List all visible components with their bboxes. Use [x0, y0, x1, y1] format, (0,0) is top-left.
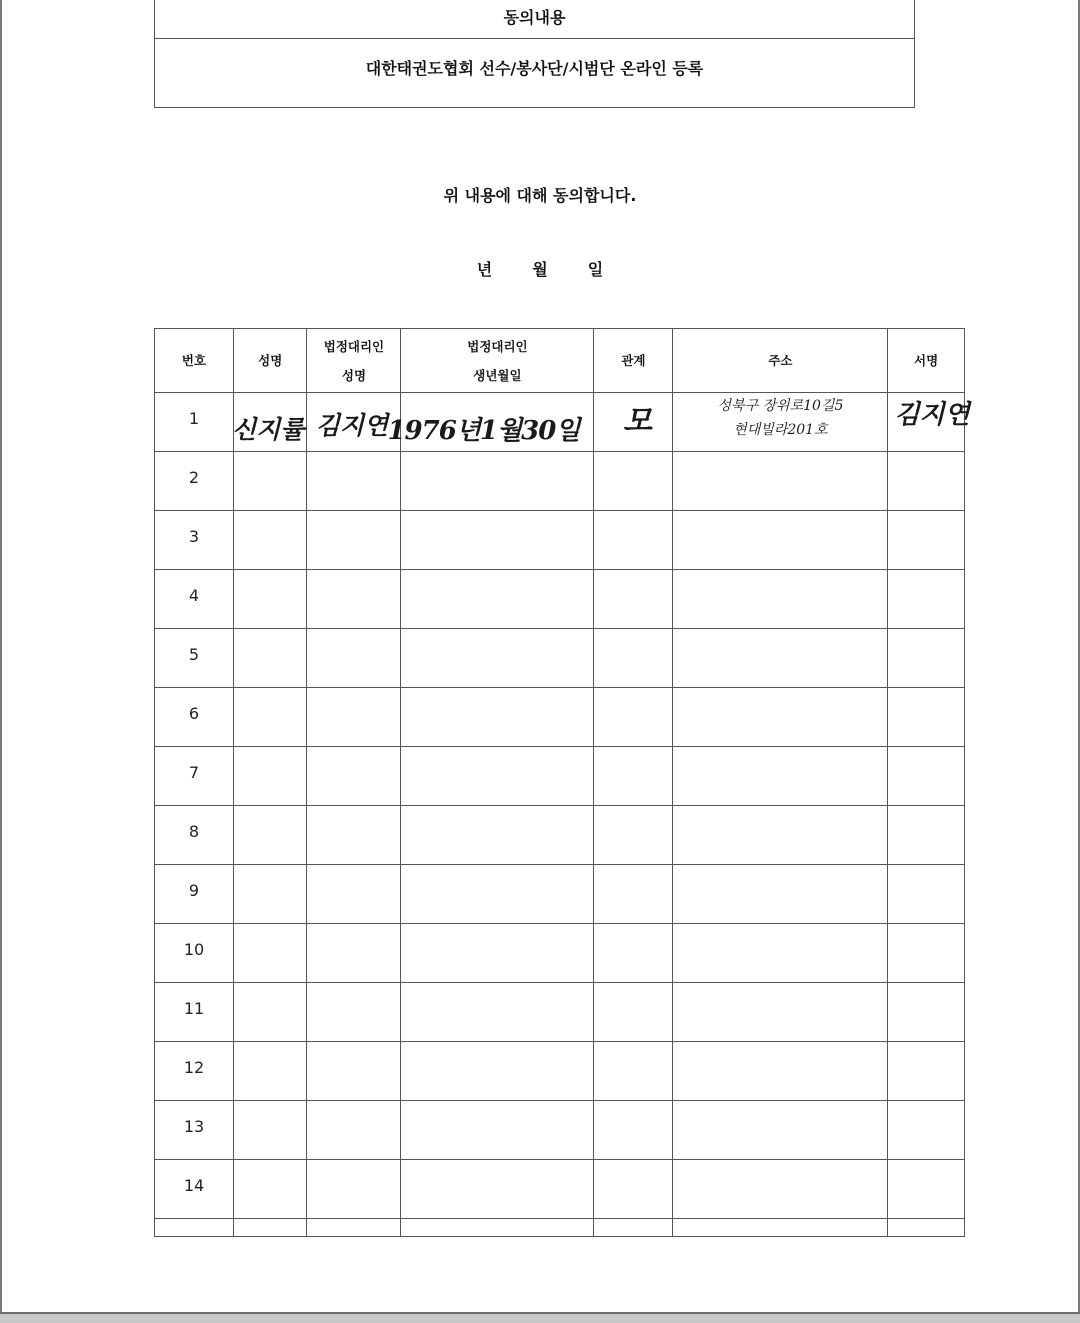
cell-rep-name: [307, 629, 401, 688]
cell-rep-birth: [401, 806, 594, 865]
cell-signature: [888, 393, 970, 452]
cell-name: [234, 1042, 307, 1101]
cell-rep-birth: [401, 924, 594, 983]
cell-rep-birth: [401, 747, 594, 806]
row-number: 9: [155, 865, 234, 924]
date-line: [2, 257, 1078, 280]
row-number: 6: [155, 688, 234, 747]
cell-relation: [594, 747, 673, 806]
cell-address: [673, 865, 888, 924]
cell-rep-birth: [401, 1160, 594, 1219]
table-row: [155, 393, 965, 452]
cell-relation: [594, 983, 673, 1042]
cell-relation: [594, 924, 673, 983]
table-row: [155, 629, 965, 688]
row-number: 5: [155, 629, 234, 688]
header-no: 번호: [155, 329, 234, 393]
handwritten-address-line2: 현대빌라201호: [733, 422, 828, 438]
cell-address: [673, 393, 888, 452]
cell-signature: [888, 511, 964, 570]
row-number: 2: [155, 452, 234, 511]
row-number: 8: [155, 806, 234, 865]
handwritten-relation: 모: [622, 404, 652, 439]
cell-rep-name: [307, 983, 401, 1042]
cell-rep-birth: [401, 1101, 594, 1160]
date-year-label: 년: [476, 260, 493, 279]
cell-signature: [888, 1101, 964, 1160]
consent-box: [154, 0, 915, 108]
document-page: [2, 0, 1078, 1312]
viewer-bottom-strip: [0, 1312, 1080, 1323]
cell-name: [234, 983, 307, 1042]
cell-relation: [594, 865, 673, 924]
cell-rep-name: [307, 747, 401, 806]
handwritten-address-line1: 성북구 장위로10길5: [717, 398, 844, 414]
table-row: [155, 570, 965, 629]
row-number: 13: [155, 1101, 234, 1160]
cell-name: [234, 393, 307, 452]
cell-relation: [594, 806, 673, 865]
cell-rep-name: [307, 1160, 401, 1219]
cell-signature: [888, 983, 964, 1042]
header-signature: 서명: [888, 329, 964, 393]
cell-rep-birth: [401, 688, 594, 747]
cell-address: [673, 511, 888, 570]
table-row: [155, 452, 965, 511]
cell-name: [234, 511, 307, 570]
cell-relation: [594, 1160, 673, 1219]
cell-address: [673, 747, 888, 806]
cell-address: [673, 1042, 888, 1101]
handwritten-birthdate: 1976년1월30일: [387, 415, 580, 446]
cell-address: [673, 452, 888, 511]
header-address: 주소: [673, 329, 888, 393]
agreement-statement: 위 내용에 대해 동의합니다.: [443, 186, 637, 205]
consent-body: 대한태권도협회 선수/봉사단/시범단 온라인 등록: [365, 58, 704, 78]
cell-address: [673, 570, 888, 629]
cell-relation: [594, 570, 673, 629]
table-row: [155, 511, 965, 570]
cell-name: [234, 747, 307, 806]
cell-relation: [594, 393, 673, 452]
cell-relation: [594, 1042, 673, 1101]
cell-relation: [594, 452, 673, 511]
consent-heading: 동의내용: [155, 0, 914, 39]
table-row: [155, 1042, 965, 1101]
cell-signature: [888, 865, 964, 924]
cell-rep-birth: [401, 511, 594, 570]
table-row: [155, 983, 965, 1042]
cell-address: [673, 924, 888, 983]
row-number: 7: [155, 747, 234, 806]
cell-rep-name: [307, 1101, 401, 1160]
registration-table: [154, 328, 970, 1237]
table-row: [155, 865, 965, 924]
table-row: [155, 1160, 965, 1219]
cell-name: [234, 1101, 307, 1160]
cell-rep-name: [307, 570, 401, 629]
table-header-row: [155, 329, 965, 393]
cell-rep-birth: [401, 1042, 594, 1101]
header-rep-birth: 법정대리인 생년월일: [401, 329, 594, 393]
handwritten-name: 신지률: [232, 415, 305, 444]
handwritten-rep-name: 김지연: [315, 411, 389, 440]
cell-name: [234, 688, 307, 747]
cell-rep-birth: [401, 983, 594, 1042]
cell-name: [234, 452, 307, 511]
cell-relation: [594, 629, 673, 688]
table-row: [155, 688, 965, 747]
date-month-label: 월: [532, 260, 548, 279]
cell-name: [234, 924, 307, 983]
cell-rep-name: [307, 452, 401, 511]
table-row: [155, 924, 965, 983]
cell-address: [673, 688, 888, 747]
cell-rep-name: [307, 688, 401, 747]
cell-relation: [594, 1101, 673, 1160]
header-rep-name: 법정대리인 성명: [307, 329, 401, 393]
cell-rep-name: [307, 865, 401, 924]
cell-rep-birth: [401, 570, 594, 629]
cell-signature: [888, 570, 964, 629]
cell-rep-birth: [401, 452, 594, 511]
cell-rep-name: [307, 924, 401, 983]
cell-rep-name: [307, 511, 401, 570]
cell-address: [673, 1101, 888, 1160]
cell-signature: [888, 924, 964, 983]
cell-address: [673, 983, 888, 1042]
row-number: 14: [155, 1160, 234, 1219]
cell-address: [673, 1160, 888, 1219]
cell-rep-name: [307, 1042, 401, 1101]
row-number: 1: [155, 393, 234, 452]
row-number: 12: [155, 1042, 234, 1101]
cell-signature: [888, 629, 964, 688]
cell-signature: [888, 452, 964, 511]
cell-rep-birth: [401, 865, 594, 924]
cell-name: [234, 570, 307, 629]
table-row: [155, 806, 965, 865]
cell-address: [673, 806, 888, 865]
cell-name: [234, 1160, 307, 1219]
cell-signature: [888, 747, 964, 806]
cell-name: [234, 629, 307, 688]
cell-signature: [888, 1042, 964, 1101]
table-row: [155, 747, 965, 806]
row-number: 3: [155, 511, 234, 570]
row-number: 4: [155, 570, 234, 629]
cell-address: [673, 629, 888, 688]
cell-name: [234, 865, 307, 924]
cell-relation: [594, 511, 673, 570]
cell-signature: [888, 1160, 964, 1219]
cell-signature: [888, 806, 964, 865]
cell-rep-name: [307, 806, 401, 865]
table-row: [155, 1101, 965, 1160]
cell-rep-birth: [401, 629, 594, 688]
cell-relation: [594, 688, 673, 747]
cell-rep-birth: [387, 393, 594, 452]
header-name: 성명: [234, 329, 307, 393]
row-number: 10: [155, 924, 234, 983]
cell-name: [234, 806, 307, 865]
handwritten-signature: 김지연: [894, 399, 970, 430]
row-number: 11: [155, 983, 234, 1042]
table-row-partial: [155, 1219, 965, 1237]
cell-signature: [888, 688, 964, 747]
header-relation: 관계: [594, 329, 673, 393]
date-day-label: 일: [587, 260, 604, 279]
